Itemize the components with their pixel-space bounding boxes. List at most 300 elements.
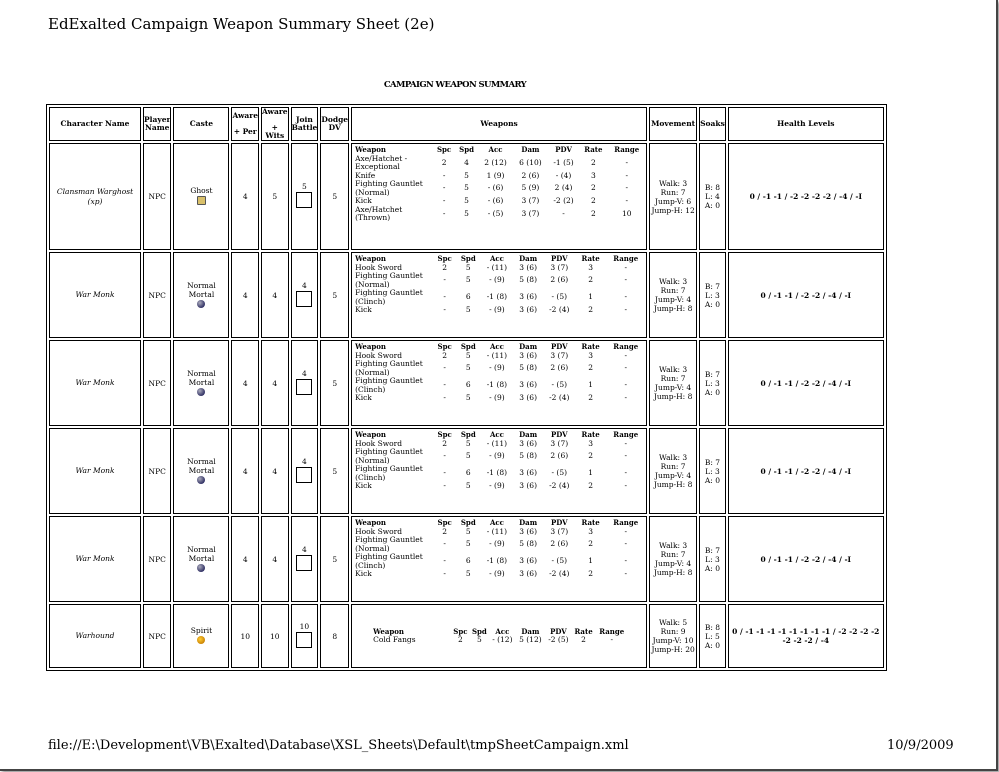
movement-line: Jump-V: 4 — [655, 383, 692, 392]
header-player-name: Player Name — [143, 107, 171, 141]
weapon-cell: 2 — [588, 481, 594, 490]
movement-cell — [649, 516, 697, 602]
weapon-cell: - — [624, 438, 628, 448]
weapon-cell: 2 — [442, 438, 448, 448]
weapon-cell: - (12) — [492, 635, 513, 644]
caste-label: Ghost — [190, 186, 213, 195]
weapon-cell: 6 — [465, 292, 471, 302]
weapon-cell: Kick — [355, 196, 372, 205]
weapon-column-header: Weapon — [355, 254, 387, 263]
weapon-column-header: Spd — [459, 145, 474, 154]
weapon-column-header: Spc — [437, 254, 452, 263]
weapon-column-header: Rate — [581, 430, 600, 439]
weapon-cell: - (4) — [555, 170, 572, 180]
weapon-column-header: Spc — [437, 518, 452, 527]
weapon-cell: 3 (6) — [519, 262, 537, 272]
movement-cell — [649, 604, 697, 668]
weapon-column-header: PDV — [555, 145, 572, 154]
weapon-cell: 5 — [465, 526, 471, 536]
weapon-cell: - (9) — [489, 481, 505, 490]
weapon-cell: 1 — [588, 292, 594, 302]
weapon-cell: - (9) — [489, 451, 505, 461]
soak-line: B: 7 — [704, 457, 721, 467]
weapon-column-header: Acc — [489, 430, 504, 439]
weapon-column-header: Weapon — [355, 430, 387, 439]
aware-wits-value: 5 — [261, 143, 289, 250]
weapon-cell: - — [624, 275, 628, 285]
join-battle-value: 4 — [302, 368, 307, 378]
join-battle-value: 4 — [302, 544, 307, 554]
weapon-row — [352, 180, 646, 197]
weapon-cell: - — [624, 468, 628, 478]
soak-line: A: 0 — [704, 640, 720, 650]
join-battle-checkbox[interactable] — [296, 291, 312, 307]
header-join-battle: Join Battle — [291, 107, 319, 141]
weapon-column-header: Rate — [581, 342, 600, 351]
weapon-cell: 5 — [464, 196, 469, 205]
weapon-cell: - — [443, 363, 446, 373]
weapon-cell: - — [624, 262, 628, 272]
movement-line: Run: 7 — [660, 462, 686, 471]
movement-line: Walk: 3 — [659, 365, 688, 374]
soak-line: A: 0 — [704, 387, 720, 397]
aware-per-value: 4 — [231, 340, 259, 426]
dodge-dv-value: 5 — [320, 143, 349, 250]
weapon-cell: 5 (8) — [519, 363, 537, 373]
weapon-cell: - — [624, 526, 628, 536]
weapon-cell: 2 (6) — [550, 275, 569, 285]
weapon-column-header: PDV — [550, 430, 568, 439]
weapon-cell: -1 (8) — [486, 556, 508, 566]
weapon-cell: - — [443, 292, 446, 302]
caste-label: Normal Mortal — [187, 280, 216, 299]
player-name: NPC — [143, 252, 171, 338]
dodge-dv-value: 5 — [320, 516, 349, 602]
weapon-cell: 2 — [588, 451, 594, 461]
movement-line: Walk: 5 — [659, 618, 688, 627]
health-levels: 0 / -1 -1 -1 -1 -1 -1 -1 -1 / -2 -2 -2 -2 -2 -2 -2 / -4 — [728, 604, 884, 668]
join-battle-value: 5 — [302, 182, 307, 191]
soak-line: B: 8 — [704, 622, 721, 632]
weapon-cell: 5 — [465, 305, 471, 314]
soak-line: A: 0 — [704, 201, 720, 210]
weapon-cell: 6 — [465, 468, 471, 478]
character-subtitle: (xp) — [87, 196, 103, 206]
ghost-icon — [197, 196, 206, 205]
weapon-cell: 5 — [464, 208, 469, 218]
weapon-cell: 2 — [590, 208, 596, 218]
soak-line: L: 4 — [705, 192, 720, 201]
movement-line: Jump-H: 8 — [653, 568, 693, 577]
header-soaks: Soaks — [699, 107, 726, 141]
player-name: NPC — [143, 340, 171, 426]
weapon-cell: - (6) — [487, 196, 504, 205]
soaks-cell — [699, 428, 726, 514]
weapon-cell: 2 — [588, 363, 594, 373]
dodge-dv-value: 8 — [320, 604, 349, 668]
soak-line: B: 7 — [704, 281, 721, 291]
weapon-column-header: Spc — [437, 430, 452, 439]
weapon-cell: 2 (4) — [554, 183, 573, 193]
movement-line: Walk: 3 — [659, 178, 688, 188]
document-title: EdExalted Campaign Weapon Summary Sheet (2e) — [48, 15, 435, 33]
dodge-dv-value: 5 — [320, 252, 349, 338]
weapon-cell: Fighting Gauntlet (Clinch) — [355, 552, 423, 570]
weapon-cell: 2 — [588, 539, 594, 549]
health-levels: 0 / -1 -1 / -2 -2 / -4 / -I — [728, 428, 884, 514]
weapon-cell: Fighting Gauntlet (Normal) — [355, 179, 423, 197]
weapon-cell: - — [624, 350, 628, 360]
movement-line: Jump-V: 10 — [652, 636, 694, 645]
aware-wits-value: 10 — [261, 604, 289, 668]
weapon-cell: 2 (12) — [484, 157, 507, 167]
join-battle-checkbox[interactable] — [296, 379, 312, 395]
health-levels: 0 / -1 -1 / -2 -2 / -4 / -I — [728, 340, 884, 426]
movement-line: Walk: 3 — [659, 453, 688, 462]
weapon-column-header: Dam — [519, 342, 538, 351]
weapon-cell: 5 (12) — [519, 635, 542, 644]
join-battle-value: 4 — [302, 280, 307, 290]
weapon-cell: 10 — [621, 208, 632, 218]
weapons-table — [352, 519, 646, 579]
weapon-cell: - (11) — [486, 350, 508, 360]
soak-line: A: 0 — [704, 299, 720, 309]
weapon-cell: 5 — [465, 451, 471, 461]
weapon-cell: 4 — [464, 157, 469, 167]
weapon-cell: 3 (6) — [519, 468, 537, 478]
character-name-cell — [49, 252, 141, 338]
weapon-cell: 5 — [476, 635, 482, 644]
movement-cell — [649, 428, 697, 514]
weapon-column-header: Spc — [453, 626, 468, 636]
join-battle-cell — [291, 428, 319, 514]
movement-line: Run: 9 — [660, 627, 686, 636]
weapon-row — [352, 394, 646, 403]
weapon-cell: 2 — [590, 196, 596, 205]
weapon-cell: 5 (8) — [519, 275, 537, 285]
weapon-column-header: PDV — [550, 626, 567, 636]
weapon-cell: 3 (6) — [519, 350, 537, 360]
mortal-icon — [197, 300, 205, 308]
weapon-cell: 3 (6) — [519, 556, 537, 566]
weapons-cell — [351, 143, 647, 250]
character-name-cell — [49, 428, 141, 514]
weapon-cell: Hook Sword — [355, 350, 403, 360]
weapon-cell: Axe/Hatchet - Exceptional — [355, 153, 408, 171]
weapon-cell: -2 (4) — [549, 481, 570, 490]
caste-label: Spirit — [190, 626, 213, 635]
player-name: NPC — [143, 143, 171, 250]
soak-line: A: 0 — [704, 563, 720, 573]
movement-line: Jump-H: 8 — [653, 304, 693, 313]
weapon-cell: - (6) — [487, 183, 504, 193]
weapon-cell: - — [443, 556, 446, 566]
footer-file-path: file://E:\Development\VB\Exalted\Database\XSL_Sheets\Default\tmpSheetCampaign.xml — [48, 738, 629, 753]
weapon-column-header: Spd — [460, 430, 476, 439]
weapon-cell: - (5) — [551, 556, 568, 566]
weapons-cell — [351, 516, 647, 602]
aware-per-value: 4 — [231, 428, 259, 514]
weapon-row — [352, 377, 646, 394]
weapon-column-header: Spd — [471, 626, 487, 636]
weapon-cell: -1 (8) — [486, 468, 508, 478]
weapon-cell: 5 — [465, 363, 471, 373]
mortal-icon — [197, 388, 205, 396]
health-levels: 0 / -1 -1 / -2 -2 -2 -2 / -4 / -I — [728, 143, 884, 250]
header-dodge-dv: Dodge DV — [320, 107, 349, 141]
weapon-cell: - — [625, 157, 629, 167]
weapon-cell: -2 (2) — [553, 196, 574, 205]
weapon-cell: 3 (6) — [519, 481, 537, 490]
weapons-cell — [351, 340, 647, 426]
character-name: Clansman Warghost — [56, 186, 134, 196]
soak-line: L: 5 — [705, 631, 720, 641]
caste-label: Normal Mortal — [187, 456, 216, 475]
join-battle-checkbox[interactable] — [296, 632, 312, 648]
weapon-cell: 1 — [588, 380, 594, 390]
join-battle-checkbox[interactable] — [296, 467, 312, 483]
weapon-column-header: Spd — [460, 254, 476, 263]
join-battle-cell — [291, 340, 319, 426]
weapon-cell: - — [610, 635, 614, 644]
weapon-cell: 5 — [465, 275, 471, 285]
health-levels: 0 / -1 -1 / -2 -2 / -4 / -I — [728, 252, 884, 338]
player-name: NPC — [143, 516, 171, 602]
weapon-row — [370, 636, 628, 645]
weapon-cell: 5 — [464, 170, 469, 180]
join-battle-checkbox[interactable] — [296, 192, 312, 208]
health-levels: 0 / -1 -1 / -2 -2 / -4 / -I — [728, 516, 884, 602]
join-battle-cell — [291, 604, 319, 668]
weapon-cell: 3 (7) — [550, 262, 569, 272]
weapon-cell: 3 (7) — [550, 350, 569, 360]
weapon-column-header: Spc — [436, 145, 452, 154]
weapon-row — [352, 306, 646, 315]
weapon-column-header: Spd — [460, 342, 476, 351]
weapons-table — [352, 431, 646, 491]
movement-line: Run: 7 — [660, 550, 686, 559]
aware-per-value: 10 — [231, 604, 259, 668]
weapon-cell: Axe/Hatchet (Thrown) — [355, 204, 403, 222]
weapon-column-header: PDV — [550, 342, 568, 351]
join-battle-cell — [291, 252, 319, 338]
weapon-cell: - — [562, 208, 565, 218]
header-aware-wits-bottom: + Wits — [265, 123, 285, 140]
weapon-cell: - — [624, 556, 628, 566]
aware-wits-value: 4 — [261, 428, 289, 514]
weapon-row — [352, 465, 646, 482]
aware-per-value: 4 — [231, 143, 259, 250]
weapon-cell: 3 (6) — [519, 569, 537, 578]
dodge-dv-value: 5 — [320, 340, 349, 426]
movement-line: Run: 7 — [660, 187, 686, 197]
weapon-cell: - — [443, 451, 446, 461]
weapon-cell: - — [442, 183, 446, 193]
weapon-cell: 2 — [442, 350, 448, 360]
dodge-dv-value: 5 — [320, 428, 349, 514]
movement-line: Run: 7 — [660, 374, 686, 383]
weapon-cell: - — [443, 275, 446, 285]
weapon-cell: Fighting Gauntlet (Normal) — [355, 271, 423, 289]
caste-cell — [173, 340, 229, 426]
weapon-cell: 6 (10) — [519, 157, 542, 167]
aware-per-value: 4 — [231, 252, 259, 338]
weapon-cell: - — [443, 393, 446, 402]
weapon-cell: 5 — [464, 183, 469, 193]
weapon-cell: 2 — [442, 262, 448, 272]
weapon-cell: 2 — [590, 157, 596, 167]
soaks-cell — [699, 252, 726, 338]
weapon-cell: Kick — [355, 481, 372, 490]
weapon-row — [352, 570, 646, 579]
weapon-row — [352, 272, 646, 289]
movement-line: Walk: 3 — [659, 541, 688, 550]
weapon-cell: - (5) — [551, 380, 568, 390]
soak-line: B: 7 — [704, 369, 721, 379]
weapon-cell: - — [442, 208, 446, 218]
weapon-cell: Fighting Gauntlet (Normal) — [355, 359, 423, 377]
weapon-cell: Knife — [355, 170, 376, 180]
weapon-row — [352, 482, 646, 491]
join-battle-checkbox[interactable] — [296, 555, 312, 571]
weapon-cell: 3 (7) — [521, 196, 540, 205]
movement-line: Walk: 3 — [659, 277, 688, 286]
weapon-cell: 5 — [465, 350, 471, 360]
weapon-cell: 3 (7) — [550, 526, 569, 536]
soaks-cell — [699, 143, 726, 250]
weapons-cell — [351, 252, 647, 338]
weapon-cell: - — [624, 569, 628, 578]
header-row — [49, 107, 884, 141]
weapon-cell: 1 — [588, 556, 594, 566]
weapon-column-header: Weapon — [355, 518, 387, 527]
weapon-cell: 6 — [465, 380, 471, 390]
weapon-cell: 5 — [465, 481, 471, 490]
weapon-cell: - (9) — [489, 363, 505, 373]
weapon-cell: 5 — [465, 438, 471, 448]
weapon-column-header: Range — [613, 342, 639, 351]
weapon-row — [352, 360, 646, 377]
weapon-cell: 5 (8) — [519, 539, 537, 549]
weapon-column-header: Dam — [519, 430, 538, 439]
character-name: War Monk — [75, 554, 115, 563]
weapon-cell: Fighting Gauntlet (Normal) — [355, 447, 423, 465]
movement-line: Jump-H: 20 — [651, 645, 695, 654]
weapon-cell: 3 — [590, 170, 596, 180]
weapon-cell: 3 (6) — [519, 526, 537, 536]
weapon-column-header: Acc — [489, 254, 504, 263]
character-name: War Monk — [75, 290, 115, 299]
weapon-cell: - — [624, 363, 628, 373]
weapon-column-header: Spc — [437, 342, 452, 351]
weapon-cell: 2 (6) — [550, 363, 569, 373]
header-movement: Movement — [649, 107, 697, 141]
caste-cell — [173, 143, 229, 250]
character-name: War Monk — [75, 466, 115, 475]
weapon-cell: 2 — [588, 569, 594, 578]
weapon-cell: Fighting Gauntlet (Clinch) — [355, 464, 423, 482]
weapon-cell: 2 — [581, 635, 586, 644]
weapon-cell: Hook Sword — [355, 438, 403, 448]
movement-line: Jump-V: 4 — [655, 559, 692, 568]
character-row — [49, 252, 884, 338]
weapon-column-header: Dam — [521, 145, 540, 154]
weapon-column-header: Weapon — [373, 626, 405, 636]
player-name: NPC — [143, 428, 171, 514]
weapon-row — [352, 155, 646, 172]
weapon-column-header: Dam — [519, 254, 538, 263]
weapon-cell: - — [624, 393, 628, 402]
weapon-column-header: Rate — [574, 626, 593, 636]
weapon-cell: 5 — [465, 569, 471, 578]
weapon-cell: - — [624, 292, 628, 302]
character-name-cell — [49, 340, 141, 426]
weapon-cell: -2 (4) — [549, 305, 570, 314]
weapon-cell: - (9) — [489, 539, 505, 549]
weapons-cell — [351, 428, 647, 514]
weapon-cell: - — [624, 380, 628, 390]
weapon-cell: - — [625, 183, 629, 193]
weapon-cell: Kick — [355, 393, 372, 402]
weapon-cell: 2 — [442, 526, 448, 536]
weapon-column-header: Range — [614, 145, 640, 154]
header-aware-per-bottom: + Per — [233, 127, 257, 136]
soak-line: L: 3 — [705, 466, 720, 476]
weapon-row — [352, 553, 646, 570]
weapon-cell: 2 (6) — [550, 539, 569, 549]
caste-label: Normal Mortal — [187, 368, 216, 387]
header-caste: Caste — [173, 107, 229, 141]
weapon-column-header: Acc — [495, 626, 510, 636]
movement-cell — [649, 143, 697, 250]
soaks-cell — [699, 340, 726, 426]
weapon-cell: Kick — [355, 569, 372, 578]
weapon-cell: 1 — [588, 468, 594, 478]
soak-line: B: 8 — [704, 183, 721, 192]
soak-line: L: 3 — [705, 378, 720, 388]
character-name-cell — [49, 143, 141, 250]
weapon-cell: - — [443, 380, 446, 390]
weapon-cell: 6 — [465, 556, 471, 566]
header-aware-wits — [261, 107, 289, 141]
weapon-cell: 3 (6) — [519, 305, 537, 314]
weapon-cell: Hook Sword — [355, 262, 403, 272]
weapon-cell: 2 — [590, 183, 596, 193]
weapon-cell: - — [624, 481, 628, 490]
weapon-column-header: Spd — [460, 518, 476, 527]
character-row — [49, 428, 884, 514]
weapon-cell: - (9) — [489, 569, 505, 578]
weapon-cell: -1 (8) — [486, 380, 508, 390]
weapon-cell: 3 — [588, 350, 594, 360]
movement-line: Jump-H: 8 — [653, 392, 693, 401]
weapon-cell: - — [625, 170, 629, 180]
weapon-cell: -2 (4) — [549, 393, 570, 402]
weapon-cell: 5 (8) — [519, 451, 537, 461]
weapon-column-header: Range — [613, 430, 639, 439]
weapon-cell: 5 — [465, 262, 471, 272]
weapon-cell: 3 — [588, 438, 594, 448]
join-battle-cell — [291, 516, 319, 602]
character-name: War Monk — [75, 378, 115, 387]
weapon-cell: - (9) — [489, 393, 505, 402]
soaks-cell — [699, 604, 726, 668]
weapon-column-header: Range — [613, 518, 639, 527]
movement-line: Run: 7 — [660, 286, 686, 295]
movement-cell — [649, 252, 697, 338]
caste-cell — [173, 604, 229, 668]
weapon-cell: - — [624, 539, 628, 549]
